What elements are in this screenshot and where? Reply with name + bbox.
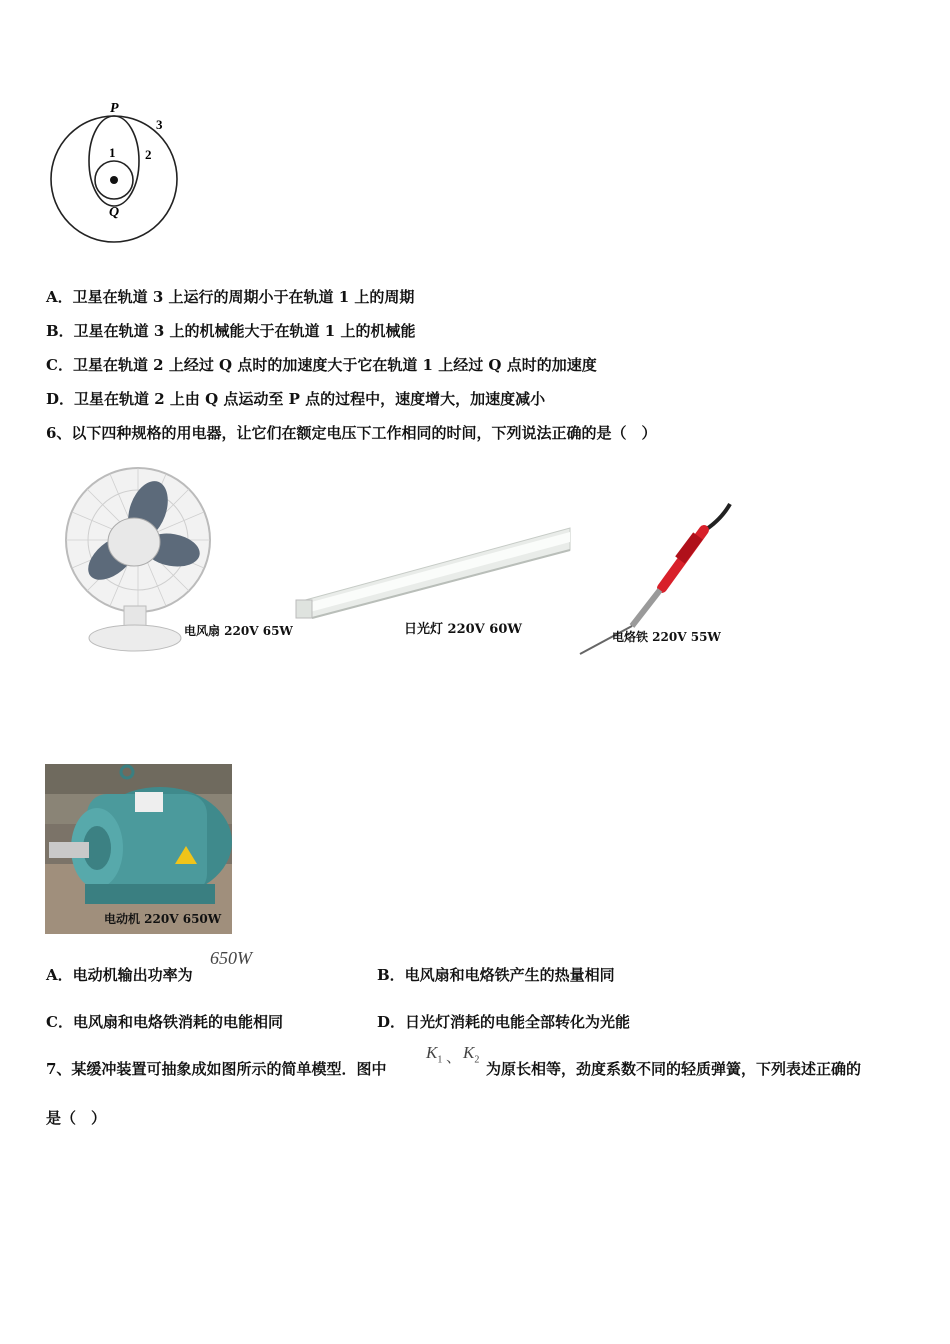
label-q: Q <box>109 205 120 220</box>
q6-option-c: C．电风扇和电烙铁消耗的电能相同 <box>46 1013 283 1031</box>
electric-motor-image <box>45 764 232 934</box>
q7-separator: 、 <box>446 1048 462 1066</box>
q7-stem-part1: 7、某缓冲装置可抽象成如图所示的简单模型．图中 <box>46 1060 387 1078</box>
k1-letter: K <box>426 1043 438 1062</box>
label-1: 1 <box>109 145 116 160</box>
q7-k1 <box>426 1043 442 1065</box>
k2-subscript: 2 <box>474 1054 480 1066</box>
fluorescent-lamp-image <box>294 520 572 620</box>
fan-caption: 电风扇 220V 65W <box>184 624 293 638</box>
q7-stem-line2: 是（ ） <box>46 1109 107 1127</box>
label-2: 2 <box>145 147 152 162</box>
q6-option-a-math: 650W <box>210 948 252 968</box>
q6-option-d: D．日光灯消耗的电能全部转化为光能 <box>377 1013 631 1031</box>
motor-caption: 电动机 220V 650W <box>104 912 222 926</box>
k1-subscript: 1 <box>437 1054 443 1066</box>
q6-option-a: A．电动机输出功率为 <box>46 966 193 984</box>
iron-caption: 电烙铁 220V 55W <box>612 630 721 644</box>
label-p: P <box>110 101 119 116</box>
q7-k2 <box>463 1043 479 1065</box>
q5-option-c: C．卫星在轨道 2 上经过 Q 点时的加速度大于它在轨道 1 上经过 Q 点时的加速度 <box>46 356 597 374</box>
q5-option-b: B．卫星在轨道 3 上的机械能大于在轨道 1 上的机械能 <box>46 322 416 340</box>
orbit-diagram <box>40 95 200 255</box>
q5-option-d: D．卫星在轨道 2 上由 Q 点运动至 P 点的过程中，速度增大，加速度减小 <box>46 390 546 408</box>
q6-option-b: B．电风扇和电烙铁产生的热量相同 <box>377 966 615 984</box>
q7-stem-part2: 为原长相等，劲度系数不同的轻质弹簧，下列表述正确的 <box>486 1060 862 1078</box>
lamp-caption: 日光灯 220V 60W <box>404 622 522 637</box>
q6-stem: 6、以下四种规格的用电器，让它们在额定电压下工作相同的时间，下列说法正确的是（ ） <box>46 424 657 442</box>
q5-option-a: A．卫星在轨道 3 上运行的周期小于在轨道 1 上的周期 <box>46 288 415 306</box>
k2-letter: K <box>463 1043 475 1062</box>
label-3: 3 <box>156 117 163 132</box>
planet-dot <box>110 176 118 184</box>
